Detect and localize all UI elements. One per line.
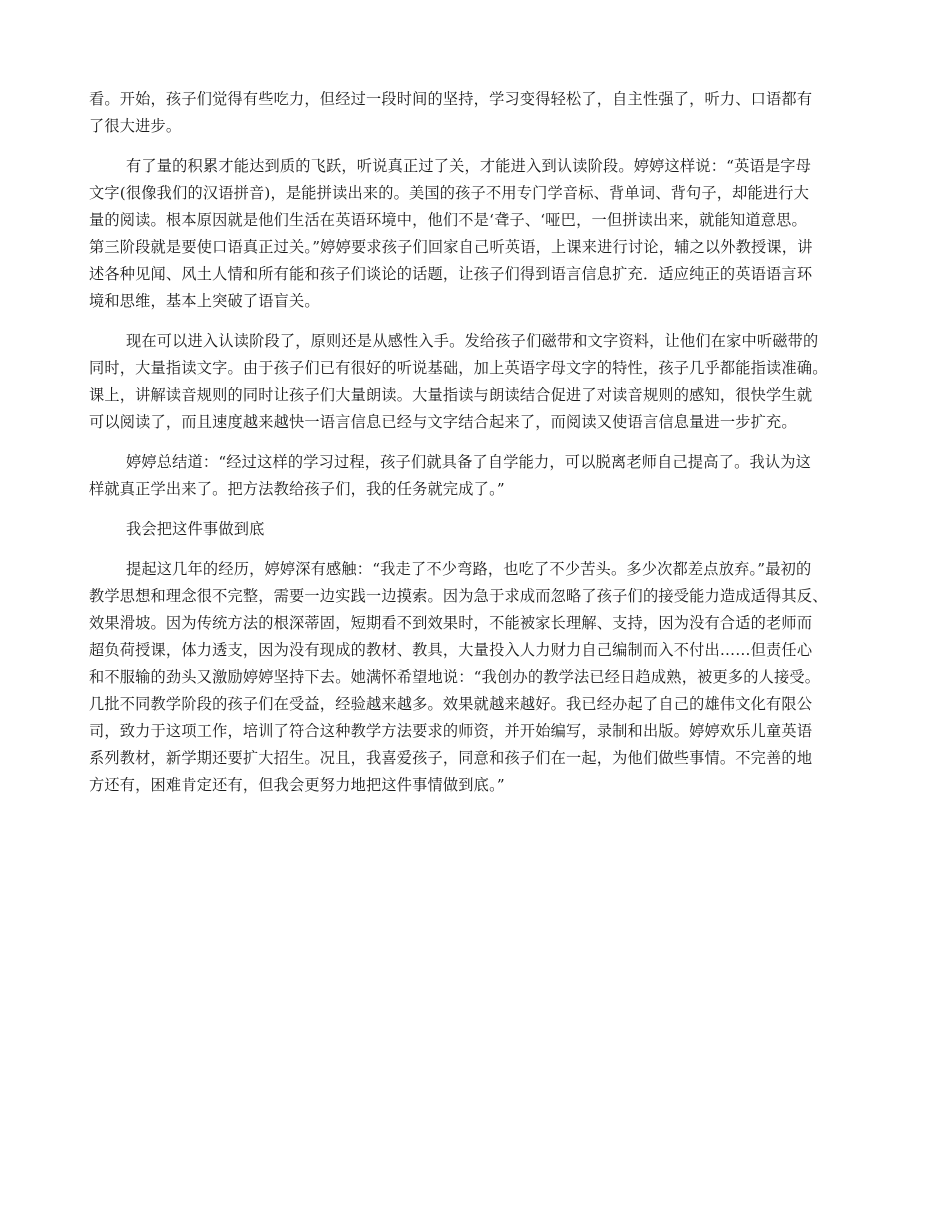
paragraph-listening-speaking: [89, 153, 864, 315]
text-line: 几批不同教学阶段的孩子们在受益，经验越来越多。效果就越来越好。我已经办起了自己的雄伟文化有限公: [89, 695, 813, 713]
text-line: 述各种见闻、风土人情和所有能和孩子们谈论的话题，让孩子们得到语言信息扩充．适应纯正的英语语言环: [89, 265, 813, 283]
text-line: 教学思想和理念很不完整，需要一边实践一边摸索。因为急于求成而忽略了孩子们的接受能力造成适得其反、: [89, 587, 828, 605]
text-line: 量的阅读。根本原因就是他们生活在英语环境中，他们不是‘聋子、‘哑巴，一但拼读出来，就能知道意思。: [89, 211, 807, 229]
text-line: 司，致力于这项工作，培训了符合这种教学方法要求的师资，并开始编写，录制和出版。婷婷欢乐儿童英语: [89, 722, 813, 740]
text-line: 提起这几年的经历，婷婷深有感触：“我走了不少弯路，也吃了不少苦头。多少次都差点放弃。”最初的: [126, 560, 812, 578]
text-line: 超负荷授课，体力透支，因为没有现成的教材、教具，大量投入人力财力自己编制而入不付出……但责任心: [89, 641, 813, 659]
paragraph-summary: [89, 449, 864, 503]
paragraph-reading-stage: [89, 328, 864, 436]
text-line: 和不服输的劲头又激励婷婷坚持下去。她满怀希望地说：“我创办的教学法已经日趋成熟，被更多的人接受。: [89, 668, 821, 686]
text-line: 效果滑坡。因为传统方法的根深蒂固，短期看不到效果时，不能被家长理解、支持，因为没有合适的老师而: [89, 614, 813, 632]
paragraph-experience: [89, 556, 864, 799]
text-line: 看。开始，孩子们觉得有些吃力，但经过一段时间的坚持，学习变得轻松了，自主性强了，听力、口语都有: [89, 90, 813, 108]
document-page: [89, 86, 864, 812]
text-line: 文字(很像我们的汉语拼音)，是能拼读出来的。美国的孩子不用专门学音标、背单词、背句子，却能进行大: [89, 184, 810, 202]
text-line: 样就真正学出来了。把方法教给孩子们，我的任务就完成了。”: [89, 480, 505, 498]
paragraph-continuation: [89, 86, 864, 140]
text-line: 系列教材，新学期还要扩大招生。况且，我喜爱孩子，同意和孩子们在一起，为他们做些事情。不完善的地: [89, 749, 813, 767]
text-line: 课上，讲解读音规则的同时让孩子们大量朗读。大量指读与朗读结合促进了对读音规则的感知，很快学生就: [89, 386, 813, 404]
text-line: 了很大进步。: [89, 117, 182, 135]
section-heading-text: 我会把这件事做到底: [126, 520, 265, 538]
text-line: 婷婷总结道：“经过这样的学习过程，孩子们就具备了自学能力，可以脱离老师自己提高了。我认为这: [126, 453, 812, 471]
text-line: 可以阅读了，而且速度越来越快一语言信息已经与文字结合起来了，而阅读又使语言信息量进一步扩充。: [89, 413, 797, 431]
text-line: 方还有，困难肯定还有，但我会更努力地把这件事情做到底。”: [89, 776, 505, 794]
text-line: 同时，大量指读文字。由于孩子们已有很好的听说基础，加上英语字母文字的特性，孩子几乎都能指读准确。: [89, 359, 828, 377]
text-line: 境和思维，基本上突破了语盲关。: [89, 292, 320, 310]
text-line: 第三阶段就是要使口语真正过关。”婷婷要求孩子们回家自己听英语，上课来进行讨论，辅之以外教授课，讲: [89, 238, 813, 256]
section-heading: [89, 516, 864, 543]
text-line: 现在可以进入认读阶段了，原则还是从感性入手。发给孩子们磁带和文字资料，让他们在家中听磁带的: [126, 332, 819, 350]
text-line: 有了量的积累才能达到质的飞跃，听说真正过了关，才能进入到认读阶段。婷婷这样说：“英语是字母: [126, 157, 812, 175]
